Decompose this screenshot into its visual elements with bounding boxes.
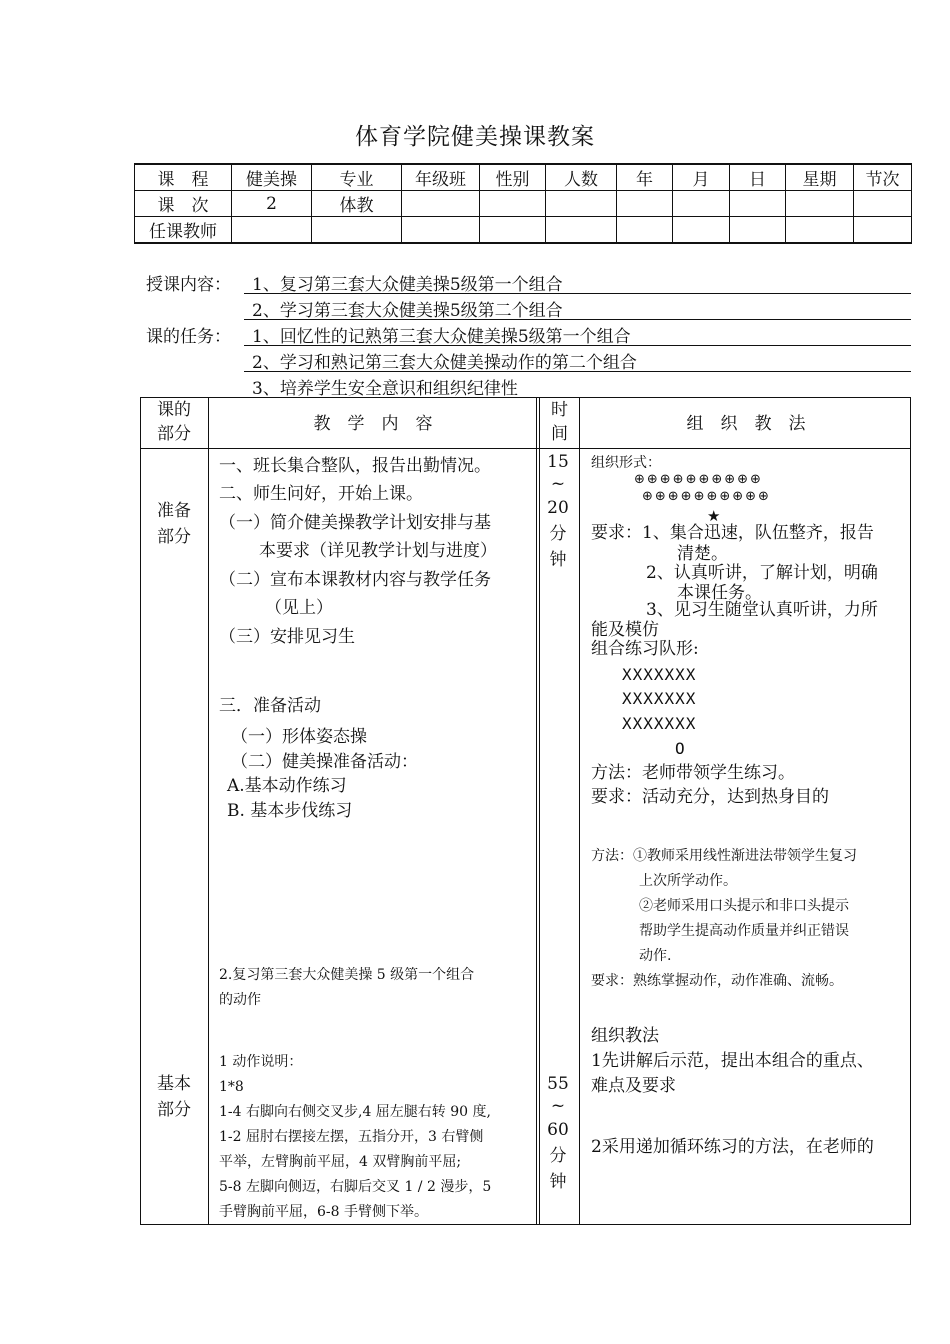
content-line: （二）宣布本课教材内容与教学任务	[219, 570, 491, 590]
method-line: 要求：熟练掌握动作，动作准确、流畅。	[591, 973, 843, 989]
method-line: 2采用递加循环练习的方法，在老师的	[591, 1137, 874, 1157]
method-line: 本课任务。	[677, 583, 762, 603]
task-item: 1、回忆性的记熟第三套大众健美操5级第一个组合	[252, 327, 631, 347]
empty-cell	[312, 217, 402, 244]
prep-part-label	[140, 498, 208, 550]
content-item: 2、学习第三套大众健美操5级第二个组合	[252, 301, 563, 321]
basic-time	[540, 1073, 576, 1195]
part-label-line: 部分	[157, 1100, 191, 1120]
content-line: 2.复习第三套大众健美操 5 级第一个组合	[219, 967, 475, 983]
part-label-line: 部分	[157, 527, 191, 547]
time-header-line: 间	[551, 424, 568, 444]
content-line: 1-2 屈肘右摆接左摆，五指分开，3 右臂侧	[219, 1129, 484, 1145]
header-cell: 课 程	[135, 164, 232, 191]
empty-cell	[786, 217, 854, 244]
star-icon: ★	[707, 507, 721, 525]
method-line: 方法：①教师采用线性渐进法带领学生复习	[591, 848, 857, 864]
time-line: ~	[550, 474, 566, 494]
method-line: 帮助学生提高动作质量并纠正错误	[639, 923, 849, 939]
header-cell: 日	[730, 164, 786, 191]
header-cell: 健美操	[232, 164, 312, 191]
content-line: A.基本动作练习	[227, 776, 347, 796]
content-line: 一、班长集合整队，报告出勤情况。	[219, 456, 491, 476]
header-cell: 体教	[312, 191, 402, 217]
content-line: 5-8 左脚向侧迈，右脚后交叉 1 / 2 漫步，5	[219, 1179, 492, 1195]
content-line: 二、师生问好，开始上课。	[219, 484, 423, 504]
column-divider	[208, 397, 209, 1225]
empty-cell	[854, 191, 912, 217]
part-header-line: 课的	[157, 400, 191, 420]
empty-cell	[546, 217, 617, 244]
part-header	[140, 398, 208, 446]
empty-cell	[480, 191, 546, 217]
method-line: 组合练习队形:	[591, 639, 699, 659]
course-info-table	[134, 163, 912, 244]
time-line: ~	[550, 1096, 566, 1116]
content-line: （三）安排见习生	[219, 627, 355, 647]
method-line: 能及模仿	[591, 620, 659, 640]
method-line: 3、见习生随堂认真听讲，力所	[646, 600, 878, 620]
method-line: 难点及要求	[591, 1076, 676, 1096]
column-divider	[579, 397, 580, 1225]
method-line: 1先讲解后示范，提出本组合的重点、	[591, 1051, 874, 1071]
content-line: 1-4 右脚向右侧交叉步,4 屈左腿右转 90 度,	[219, 1104, 491, 1120]
content-header: 教 学 内 容	[313, 414, 433, 434]
header-cell: 人数	[546, 164, 617, 191]
task-label: 课的任务：	[146, 327, 231, 347]
part-label-line: 基本	[157, 1074, 191, 1094]
method-header: 组 织 教 法	[686, 414, 806, 434]
time-line: 20	[547, 498, 569, 518]
header-cell: 月	[673, 164, 730, 191]
method-line: 要求：活动充分，达到热身目的	[591, 787, 829, 807]
method-line: 要求：1、集合迅速，队伍整齐，报告	[591, 523, 874, 543]
header-cell: 节次	[854, 164, 912, 191]
time-line: 分	[549, 1146, 567, 1166]
method-line: 清楚。	[677, 544, 728, 564]
content-line: 三．准备活动	[219, 696, 321, 716]
header-cell: 2	[232, 191, 312, 217]
header-cell: 专业	[312, 164, 402, 191]
underline	[244, 319, 911, 320]
method-line: 组织形式：	[591, 455, 661, 471]
task-item: 2、学习和熟记第三套大众健美操动作的第二个组合	[252, 353, 637, 373]
time-header-line: 时	[551, 400, 568, 420]
teacher-position: O	[675, 739, 686, 758]
header-cell: 课 次	[135, 191, 232, 217]
content-label: 授课内容：	[146, 275, 231, 295]
method-line: 上次所学动作。	[639, 873, 737, 889]
underline	[244, 371, 911, 372]
method-line: 2、认真听讲，了解计划，明确	[646, 563, 878, 583]
content-line: 的动作	[219, 992, 261, 1008]
content-line: （一）形体姿态操	[231, 727, 367, 747]
header-cell: 星期	[786, 164, 854, 191]
header-cell: 年	[617, 164, 673, 191]
time-line: 钟	[549, 1172, 567, 1192]
content-line: 手臂胸前平屈，6-8 手臂侧下举。	[219, 1204, 428, 1220]
content-line: 1 动作说明：	[219, 1054, 303, 1070]
content-item: 1、复习第三套大众健美操5级第一个组合	[252, 275, 563, 295]
empty-cell	[730, 217, 786, 244]
empty-cell	[617, 217, 673, 244]
content-line: 本要求（详见教学计划与进度）	[259, 541, 497, 561]
formation-row: XXXXXXX	[622, 689, 697, 708]
formation-row: XXXXXXX	[622, 714, 697, 733]
method-line: 组织教法	[591, 1026, 659, 1046]
content-line: （二）健美操准备活动：	[231, 752, 418, 772]
time-line: 55	[547, 1074, 569, 1094]
underline	[244, 345, 911, 346]
time-line: 钟	[549, 550, 567, 570]
page-title: 体育学院健美操课教案	[355, 124, 595, 150]
content-line: 1*8	[219, 1079, 244, 1095]
empty-cell	[673, 217, 730, 244]
content-line: （见上）	[265, 598, 333, 618]
empty-cell	[786, 191, 854, 217]
method-line: 动作.	[639, 948, 672, 964]
task-item: 3、培养学生安全意识和组织纪律性	[252, 379, 518, 399]
formation-row: XXXXXXX	[622, 665, 697, 684]
header-cell: 任课教师	[135, 217, 232, 244]
header-cell: 年级班	[402, 164, 480, 191]
time-header	[540, 398, 579, 446]
empty-cell	[402, 191, 480, 217]
method-line: 方法：老师带领学生练习。	[591, 763, 795, 783]
formation-row: ⊕⊕⊕⊕⊕⊕⊕⊕⊕⊕	[642, 489, 771, 504]
formation-row: ⊕⊕⊕⊕⊕⊕⊕⊕⊕⊕	[634, 472, 763, 487]
empty-cell	[854, 217, 912, 244]
time-line: 15	[547, 452, 569, 472]
empty-cell	[480, 217, 546, 244]
row-divider	[140, 448, 911, 449]
header-cell: 性别	[480, 164, 546, 191]
empty-cell	[730, 191, 786, 217]
time-line: 60	[547, 1120, 569, 1140]
content-line: 平举，左臂胸前平屈，4 双臂胸前平屈;	[219, 1154, 462, 1170]
part-label-line: 准备	[157, 501, 191, 521]
time-line: 分	[549, 524, 567, 544]
content-line: （一）简介健美操教学计划安排与基	[219, 513, 491, 533]
empty-cell	[617, 191, 673, 217]
part-header-line: 部分	[157, 424, 191, 444]
empty-cell	[402, 217, 480, 244]
underline	[244, 293, 911, 294]
method-line: ②老师采用口头提示和非口头提示	[639, 898, 849, 914]
empty-cell	[673, 191, 730, 217]
content-line: B. 基本步伐练习	[227, 801, 353, 821]
empty-cell	[232, 217, 312, 244]
prep-time	[540, 451, 576, 573]
empty-cell	[546, 191, 617, 217]
basic-part-label	[140, 1071, 208, 1123]
